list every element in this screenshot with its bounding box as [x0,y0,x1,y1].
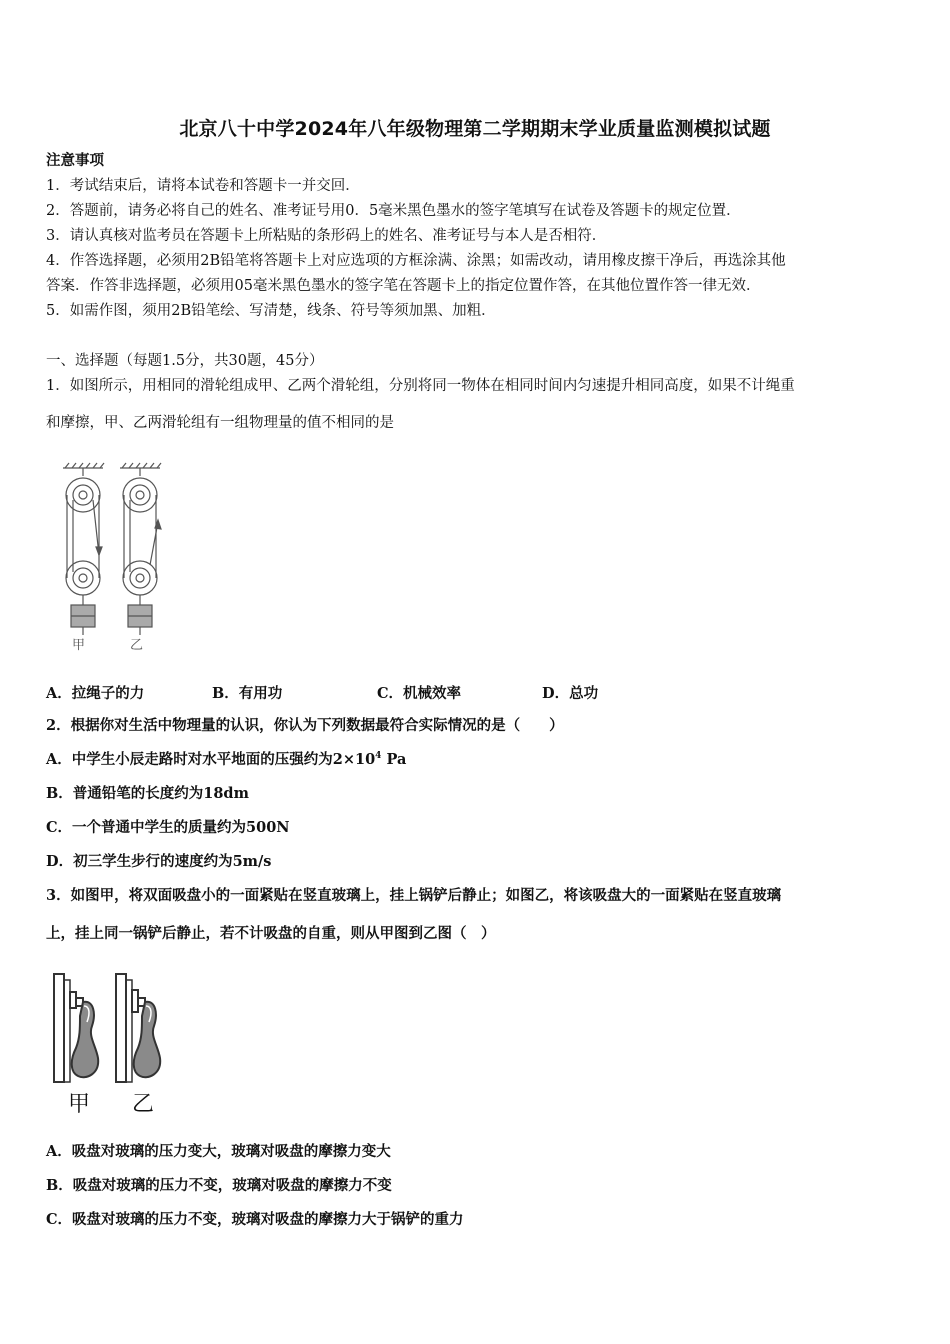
q1-stem-line2: 和摩擦，甲、乙两滑轮组有一组物理量的值不相同的是 [46,415,394,431]
q2-option-a[interactable] [46,750,406,770]
note-item-4: 4．作答选择题，必须用2B铅笔将答题卡上对应选项的方框涂满、涂黑；如需改动，请用橡皮擦干净后，再选涂其他 [46,253,786,269]
q1-option-b[interactable]: B．有用功 [212,685,283,702]
q1-figure-label-jia: 甲 [72,638,86,653]
q2-stem: 2．根据你对生活中物理量的认识，你认为下列数据最符合实际情况的是（ ） [46,717,564,734]
q1-option-d[interactable]: D．总功 [542,685,599,702]
q3-figure-label-jia: 甲 [68,1092,91,1117]
note-item-5: 5．如需作图，须用2B铅笔绘、写清楚，线条、符号等须加黑、加粗． [46,303,496,319]
note-item-4-cont: 答案．作答非选择题，必须用05毫米黑色墨水的签字笔在答题卡上的指定位置作答，在其他位置作答一律无效． [46,278,761,294]
q2-option-b[interactable]: B．普通铅笔的长度约为18dm [46,785,249,802]
note-item-3: 3．请认真核对监考员在答题卡上所粘贴的条形码上的姓名、准考证号与本人是否相符． [46,228,607,244]
page-title: 北京八十中学2024年八年级物理第二学期期末学业质量监测模拟试题 [179,118,771,140]
q3-stem-line2: 上，挂上同一锅铲后静止，若不计吸盘的自重，则从甲图到乙图（ ） [46,925,496,942]
q1-options [46,682,746,702]
q1-figure-label-yi: 乙 [130,638,144,653]
q3-option-a[interactable]: A．吸盘对玻璃的压力变大，玻璃对吸盘的摩擦力变大 [46,1143,391,1160]
section-heading: 一、选择题（每题1.5分，共30题，45分） [46,353,324,369]
q1-option-c[interactable]: C．机械效率 [377,685,462,702]
q2-option-d[interactable]: D．初三学生步行的速度约为5m/s [46,853,272,870]
q3-figure-label-yi: 乙 [132,1092,155,1117]
note-item-1: 1．考试结束后，请将本试卷和答题卡一并交回． [46,178,360,194]
q2-option-a-unit: Pa [381,751,407,768]
q2-option-a-exponent: 4 [375,751,382,762]
q1-pulley-figure [58,460,168,660]
notes-heading: 注意事项 [46,152,104,169]
note-item-2: 2．答题前，请务必将自己的姓名、准考证号用0．5毫米黑色墨水的签字笔填写在试卷及答题卡的规定位置． [46,203,741,219]
q1-stem-line1: 1．如图所示，用相同的滑轮组成甲、乙两个滑轮组，分别将同一物体在相同时间内匀速提升相同高度，如果不计绳重 [46,378,795,394]
q3-suction-cup-figure [50,970,175,1085]
q1-option-a[interactable]: A．拉绳子的力 [46,685,145,702]
q2-option-a-text: A．中学生小辰走路时对水平地面的压强约为2×10 [46,751,376,768]
q3-option-c[interactable]: C．吸盘对玻璃的压力不变，玻璃对吸盘的摩擦力大于锅铲的重力 [46,1211,464,1228]
q3-stem-line1: 3．如图甲，将双面吸盘小的一面紧贴在竖直玻璃上，挂上锅铲后静止；如图乙，将该吸盘大的一面紧贴在竖直玻璃 [46,887,782,904]
q3-option-b[interactable]: B．吸盘对玻璃的压力不变，玻璃对吸盘的摩擦力不变 [46,1177,392,1194]
q2-option-c[interactable]: C．一个普通中学生的质量约为500N [46,819,290,836]
